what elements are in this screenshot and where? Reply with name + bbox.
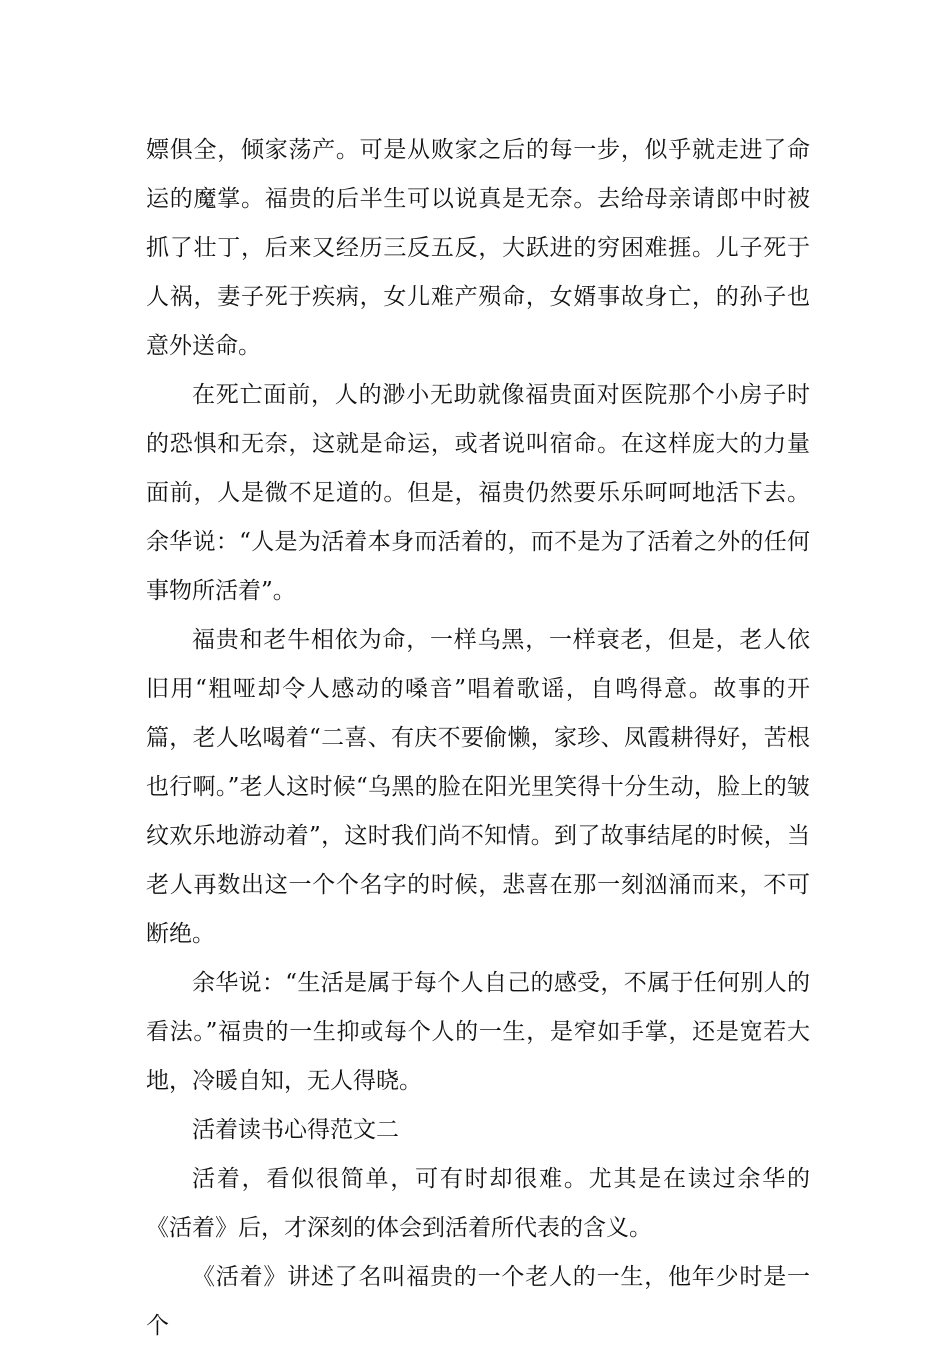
paragraph-3: 福贵和老牛相依为命，一样乌黑，一样衰老，但是，老人依旧用“粗哑却令人感动的嗓音”唱着歌谣，自鸣得意。故事的开篇，老人吆喝着“二喜、有庆不要偷懒，家珍、凤霞耕得好，苦根也行啊。”老人这时候“乌黑的脸在阳光里笑得十分生动，脸上的皱纹欢乐地游动着”，这时我们尚不知情。到了故事结尾的时候，当老人再数出这一个个名字的时候，悲喜在那一刻汹涌而来，不可断绝。 <box>146 627 810 947</box>
paragraph-4: 余华说：“生活是属于每个人自己的感受，不属于任何别人的看法。”福贵的一生抑或每个人的一生，是窄如手掌，还是宽若大地，冷暖自知，无人得晓。 <box>146 970 810 1094</box>
paragraph-1: 嫖俱全，倾家荡产。可是从败家之后的每一步，似乎就走进了命运的魔掌。福贵的后半生可以说真是无奈。去给母亲请郎中时被抓了壮丁，后来又经历三反五反，大跃进的穷困难捱。儿子死于人祸，妻子死于疾病，女儿难产殒命，女婿事故身亡，的孙子也意外送命。 <box>146 137 810 359</box>
paragraph-2: 在死亡面前，人的渺小无助就像福贵面对医院那个小房子时的恐惧和无奈，这就是命运，或者说叫宿命。在这样庞大的力量面前，人是微不足道的。但是，福贵仍然要乐乐呵呵地活下去。余华说：“人是为活着本身而活着的，而不是为了活着之外的任何事物所活着”。 <box>146 382 810 604</box>
paragraph-5: 活着，看似很简单，可有时却很难。尤其是在读过余华的《活着》后，才深刻的体会到活着所代表的含义。 <box>146 1166 810 1241</box>
document-body <box>146 126 810 1351</box>
section-heading: 活着读书心得范文二 <box>192 1117 399 1143</box>
paragraph-6: 《活着》讲述了名叫福贵的一个老人的一生，他年少时是一个 <box>146 1264 810 1339</box>
